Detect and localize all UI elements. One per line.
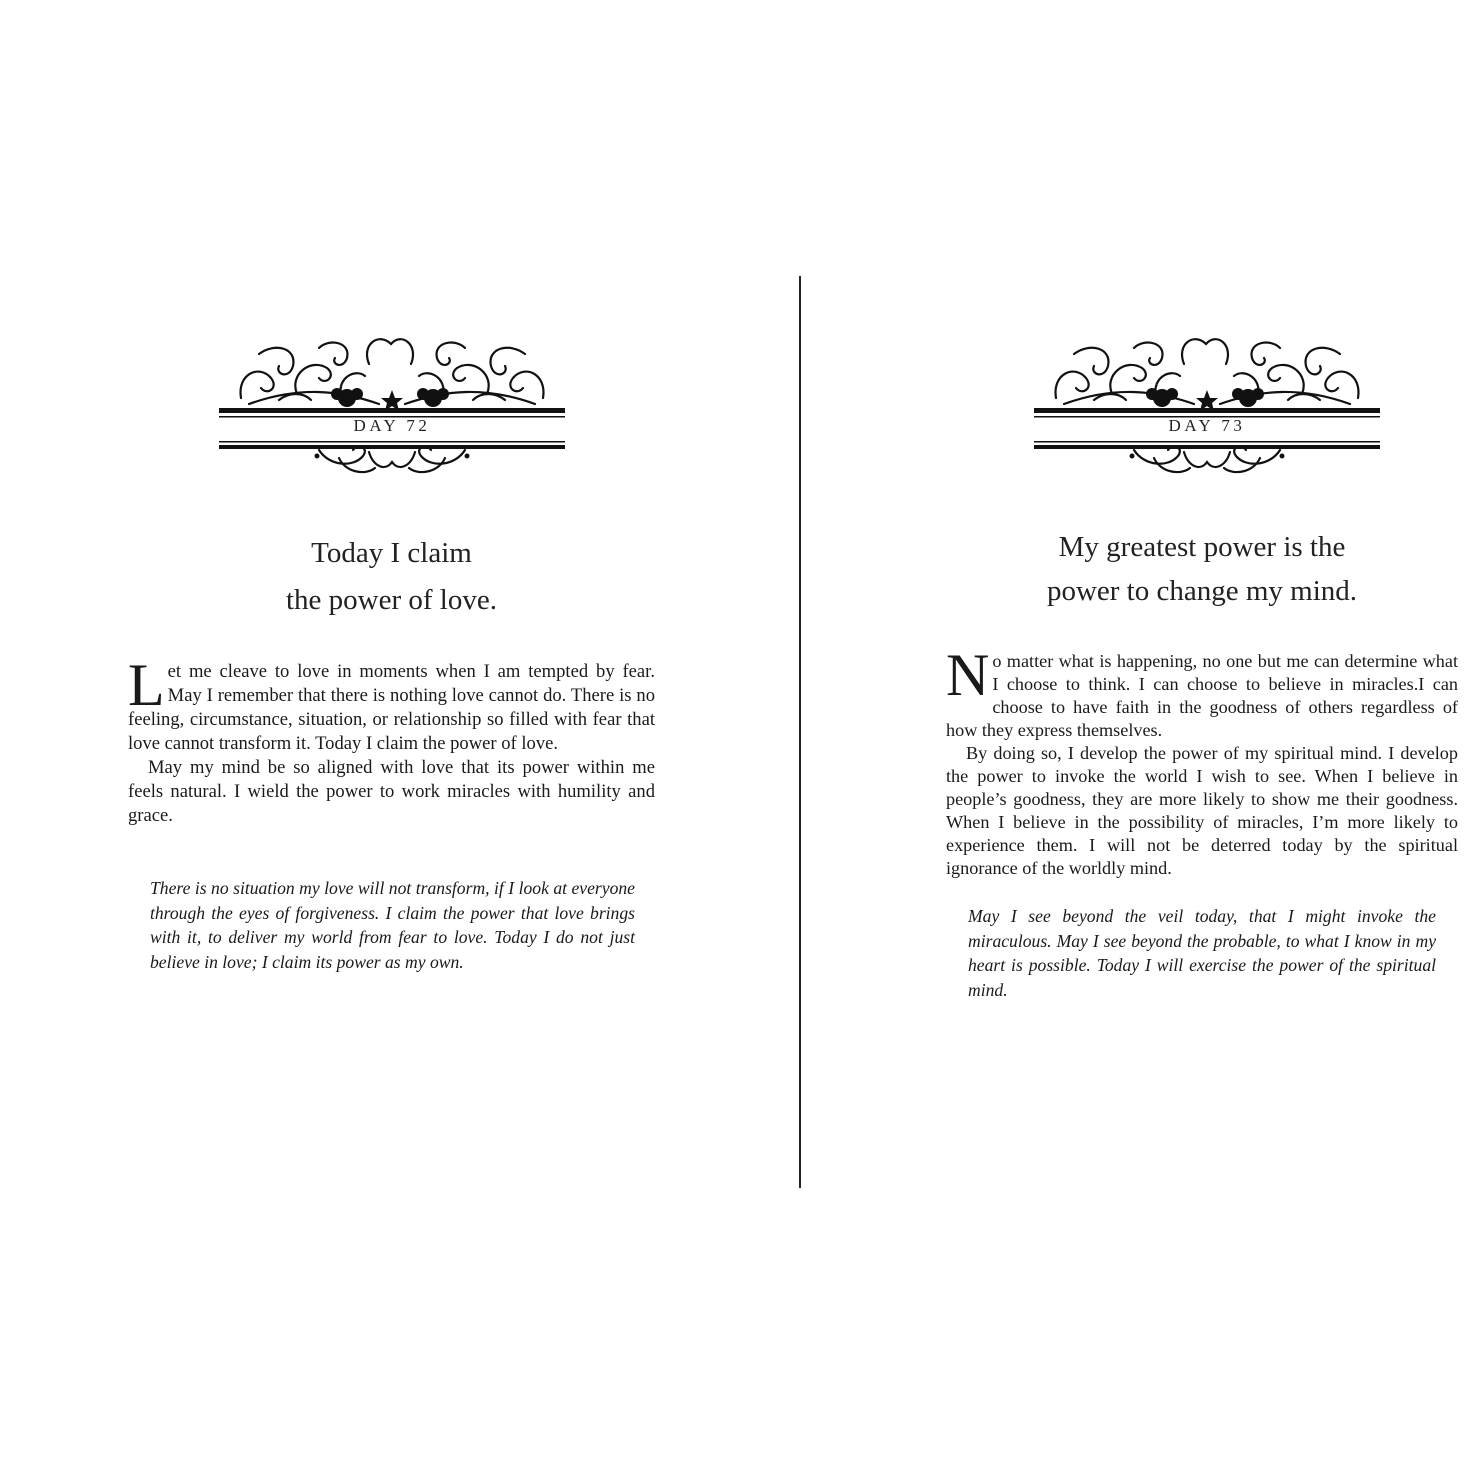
paragraph-1-text: o matter what is happening, no one but me can determine what I choose to think. I can choose to believe in miracles.I can choose to have faith in the goodness of others regardless of how they express themselves. (946, 651, 1458, 740)
day-number: DAY 72 (353, 416, 431, 435)
right-page (946, 0, 1458, 1464)
affirmation-line-2: the power of love. (286, 584, 497, 616)
prayer-text: There is no situation my love will not transform, if I look at everyone through the eyes of forgiveness. I claim the power that love brings with it, to deliver my world from fear to love. Today I do not just believe in love; I claim its power as my own. (150, 878, 635, 972)
body-text (128, 652, 655, 828)
day-ornament (1034, 334, 1380, 484)
drop-cap: L (128, 652, 165, 718)
affirmation-heading (128, 530, 655, 624)
flourish-ornament-icon (219, 334, 565, 484)
paragraph-1-text: et me cleave to love in moments when I am tempted by fear. May I remember that there is nothing love cannot do. There is no feeling, circumstance, situation, or relationship so filled with fear that love cannot transform it. Today I claim the power of love. (128, 661, 655, 754)
day-number: DAY 73 (1168, 416, 1246, 435)
affirmation-heading (946, 525, 1458, 613)
body-text (946, 642, 1458, 880)
paragraph-2: May my mind be so aligned with love that its power within me feels natural. I wield the power to work miracles with humility and grace. (128, 757, 655, 826)
paragraph-1 (128, 652, 655, 756)
flourish-ornament-icon (1034, 334, 1380, 484)
drop-cap: N (946, 642, 990, 708)
day-ornament (219, 334, 565, 484)
paragraph-1 (946, 642, 1458, 742)
affirmation-line-1: My greatest power is the (1058, 531, 1346, 563)
prayer-text: May I see beyond the veil today, that I might invoke the miraculous. May I see beyond the probable, to what I know in my heart is possible. Today I will exercise the power of the spiritual mind. (968, 906, 1436, 1000)
affirmation-line-1: Today I claim (311, 537, 472, 569)
left-page (128, 0, 655, 1464)
page-gutter-line (799, 276, 801, 1188)
paragraph-2: By doing so, I develop the power of my spiritual mind. I develop the power to invoke the world I wish to see. When I believe in people’s goodness, they are more likely to show me their goodness. When I believe in the possibility of miracles, I’m more likely to experience them. I will not be deterred today by the spiritual ignorance of the worldly mind. (946, 743, 1458, 878)
affirmation-line-2: power to change my mind. (1046, 575, 1358, 607)
